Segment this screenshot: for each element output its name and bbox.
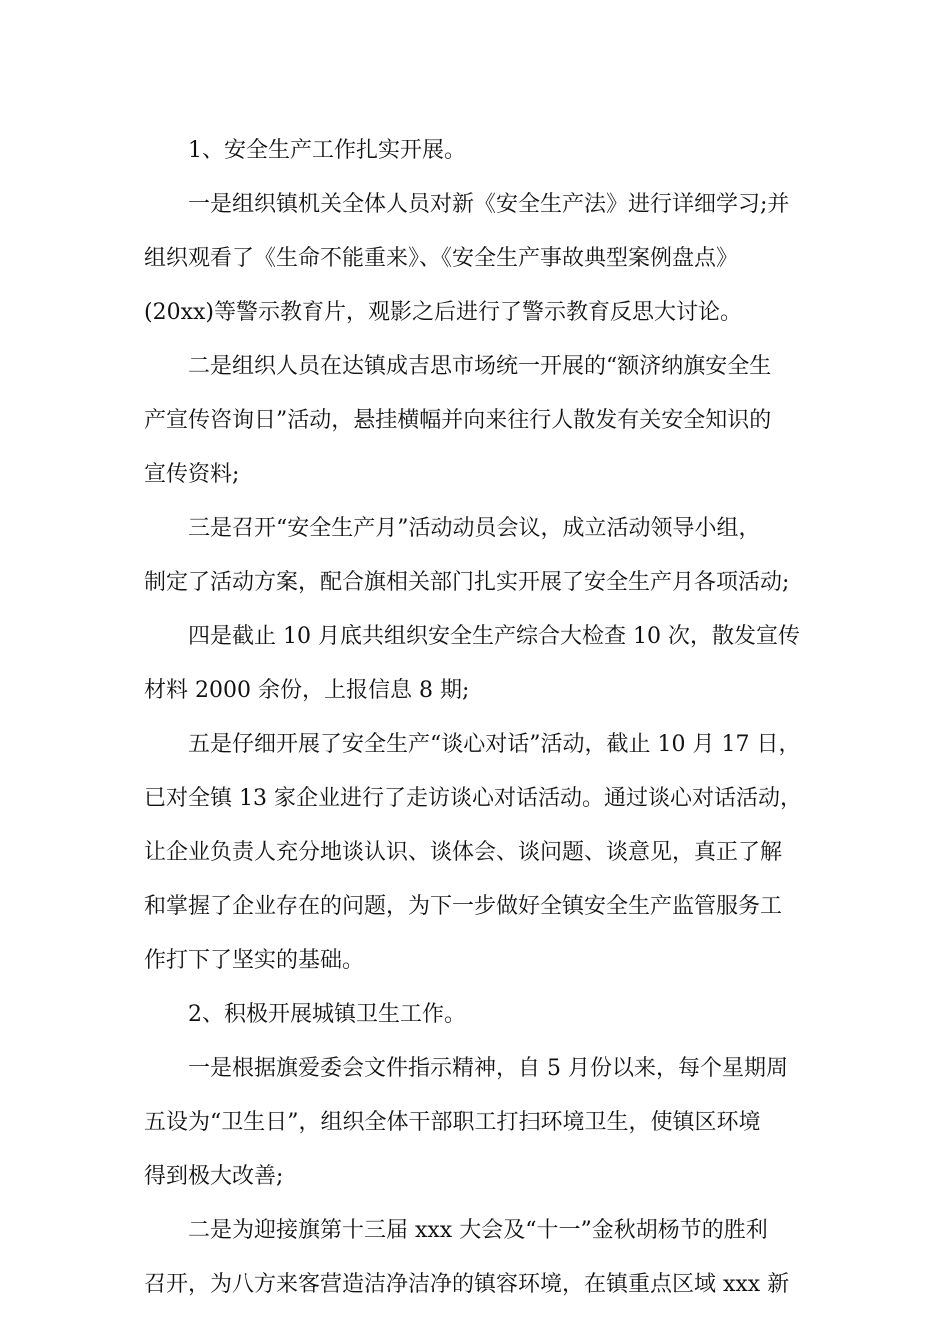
paragraph-7 bbox=[144, 1204, 824, 1312]
text-line: 召开，为八方来客营造洁净洁净的镇容环境，在镇重点区域 xxx 新 bbox=[144, 1272, 790, 1297]
paragraph-1 bbox=[144, 178, 824, 340]
text-line: 一是根据旗爱委会文件指示精神，自 5 月份以来，每个星期周 bbox=[188, 1056, 788, 1081]
text-line: 得到极大改善; bbox=[144, 1164, 284, 1189]
paragraph-6 bbox=[144, 1042, 824, 1204]
paragraph-4 bbox=[144, 610, 824, 718]
text-line: 五是仔细开展了安全生产“谈心对话”活动，截止 10 月 17 日， bbox=[188, 732, 801, 757]
text-line: 和掌握了企业存在的问题，为下一步做好全镇安全生产监管服务工 bbox=[144, 894, 783, 919]
paragraph-3 bbox=[144, 502, 824, 610]
paragraph-2 bbox=[144, 340, 824, 502]
text-line: 一是组织镇机关全体人员对新《安全生产法》进行详细学习;并 bbox=[188, 192, 790, 217]
section-heading-2 bbox=[144, 988, 824, 1042]
text-line: 1、安全生产工作扎实开展。 bbox=[188, 138, 466, 163]
text-line: 已对全镇 13 家企业进行了走访谈心对话活动。通过谈心对话活动， bbox=[144, 786, 802, 811]
text-line: 二是为迎接旗第十三届 xxx 大会及“十一”金秋胡杨节的胜利 bbox=[188, 1218, 768, 1243]
text-line: 二是组织人员在达镇成吉思市场统一开展的“额济纳旗安全生 bbox=[188, 354, 772, 379]
text-line: 作打下了坚实的基础。 bbox=[144, 948, 365, 973]
text-line: (20xx)等警示教育片，观影之后进行了警示教育反思大讨论。 bbox=[144, 300, 742, 325]
text-line: 五设为“卫生日”，组织全体干部职工打扫环境卫生，使镇区环境 bbox=[144, 1110, 761, 1135]
text-line: 组织观看了《生命不能重来》、《安全生产事故典型案例盘点》 bbox=[144, 246, 739, 271]
text-line: 让企业负责人充分地谈认识、谈体会、谈问题、谈意见，真正了解 bbox=[144, 840, 783, 865]
text-line: 制定了活动方案，配合旗相关部门扎实开展了安全生产月各项活动; bbox=[144, 570, 790, 595]
text-line: 四是截止 10 月底共组织安全生产综合大检查 10 次，散发宣传 bbox=[188, 624, 800, 649]
document-body bbox=[144, 124, 824, 1312]
paragraph-5 bbox=[144, 718, 824, 988]
text-line: 产宣传咨询日”活动，悬挂横幅并向来往行人散发有关安全知识的 bbox=[144, 408, 772, 433]
text-line: 宣传资料; bbox=[144, 462, 240, 487]
text-line: 三是召开“安全生产月”活动动员会议，成立活动领导小组， bbox=[188, 516, 761, 541]
text-line: 材料 2000 余份，上报信息 8 期; bbox=[144, 678, 470, 703]
section-heading-1 bbox=[144, 124, 824, 178]
text-line: 2、积极开展城镇卫生工作。 bbox=[188, 1002, 466, 1027]
